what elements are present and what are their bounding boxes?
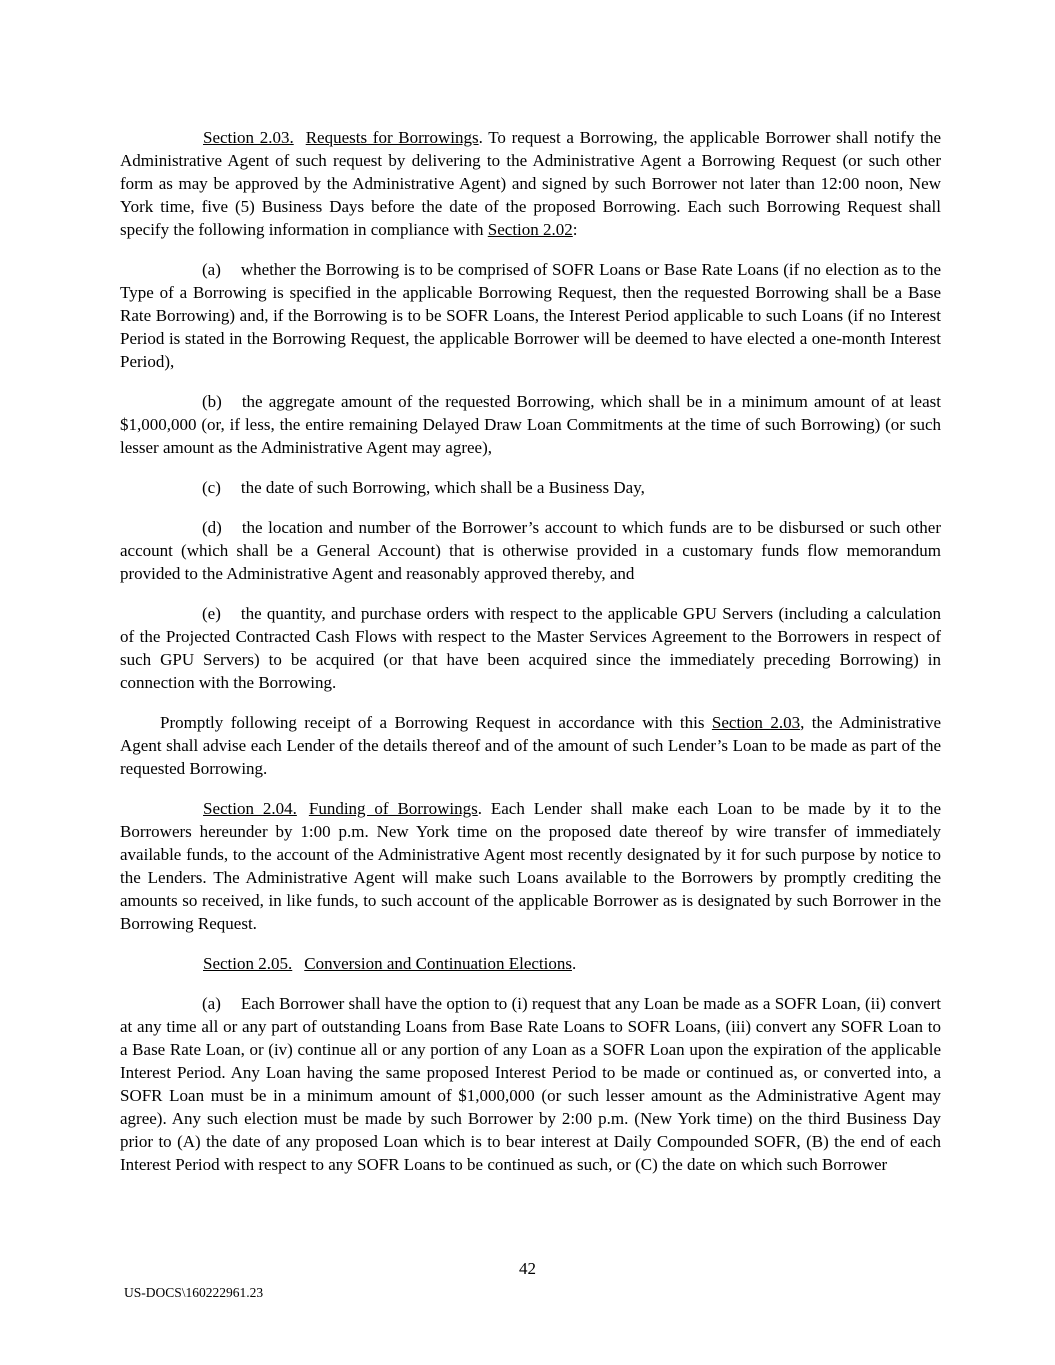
clause-label: (a) <box>202 260 221 279</box>
clause-c <box>120 476 941 499</box>
section-body-text: . Each Lender shall make each Loan to be made by it to the Borrowers hereunder by 1:00 p.m. New York time on the proposed date thereof by wire transfer of immediately available funds, to the account of the Administrative Agent most recently designated by it for such purpose by notice to the Lenders. The Administrative Agent will make such Loans available to the Borrowers by promptly crediting the amounts so received, in like funds, to such account of the applicable Borrower as is designated by such Borrower in the Borrowing Request. <box>120 799 941 933</box>
clause-e <box>120 602 941 694</box>
clause-text: Each Borrower shall have the option to (i) request that any Loan be made as a SOFR Loan, (ii) convert at any time all or any part of outstanding Loans from Base Rate Loans to SOFR Loans, (iii) convert any SOFR Loan to a Base Rate Loan, or (iv) continue all or any portion of any Loan as a SOFR Loan upon the expiration of the applicable Interest Period. Any Loan having the same proposed Interest Period to be made or continued as, or converted into, a SOFR Loan must be in a minimum amount of $1,000,000 (or such lesser amount as the Administrative Agent may agree). Any such election must be made by such Borrower by 2:00 p.m. (New York time) on the third Business Day prior to (A) the date of any proposed Loan which is to bear interest at Daily Compounded SOFR, (B) the end of each Interest Period with respect to any SOFR Loans to be continued as such, or (C) the date on which such Borrower <box>120 994 941 1174</box>
cross-reference: Section 2.03 <box>711 713 801 732</box>
section-number: Section 2.04. <box>203 799 297 818</box>
clause-label: (b) <box>202 392 222 411</box>
section-body-text: : <box>572 220 578 239</box>
clause-label: (c) <box>202 478 221 497</box>
clause-label: (d) <box>202 518 222 537</box>
clause-text: the location and number of the Borrower’s account to which funds are to be disbursed or such other account (which shall be a General Account) that is otherwise provided in a customary funds flow memorandum provided to the Administrative Agent and reasonably approved thereby, and <box>120 518 941 583</box>
clause-text: the quantity, and purchase orders with respect to the applicable GPU Servers (including a calculation of the Projected Contracted Cash Flows with respect to the Master Services Agreement to the Borrowers in respect of such GPU Servers) to be acquired (or that have been acquired since the immediately preceding Borrowing) in connection with the Borrowing. <box>120 604 941 692</box>
page-number: 42 <box>519 1259 536 1278</box>
paragraph-promptly-following <box>120 711 941 780</box>
section-title: Requests for Borrowings <box>305 128 479 147</box>
section-number: Section 2.03. <box>203 128 294 147</box>
section-title: Funding of Borrowings <box>308 799 478 818</box>
cross-reference: Section 2.02 <box>487 220 573 239</box>
document-body <box>120 126 941 1193</box>
clause-text: the aggregate amount of the requested Borrowing, which shall be in a minimum amount of at least $1,000,000 (or, if less, the entire remaining Delayed Draw Loan Commitments at the time of such Borrowing) (or such lesser amount as the Administrative Agent may agree), <box>120 392 941 457</box>
clause-label: (a) <box>202 994 221 1013</box>
section-number: Section 2.05. <box>203 954 293 973</box>
clause-text: the date of such Borrowing, which shall be a Business Day, <box>240 478 645 497</box>
section-body-text: . <box>571 954 577 973</box>
document-id-footer: US-DOCS\160222961.23 <box>124 1285 264 1300</box>
paragraph-section-2-03 <box>120 126 941 241</box>
section-body-text: . To request a Borrowing, the applicable Borrower shall notify the Administrative Agent of such request by delivering to the Administrative Agent a Borrowing Request (or such other form as may be approved by the Administrative Agent) and signed by such Borrower not later than 12:00 noon, New York time, five (5) Business Days before the date of the proposed Borrowing. Each such Borrowing Request shall specify the following information in compliance with <box>120 128 942 239</box>
clause-label: (e) <box>202 604 221 623</box>
paragraph-section-2-04 <box>120 797 941 935</box>
section-title: Conversion and Continuation Elections <box>304 954 572 973</box>
paragraph-text: , the Administrative Agent shall advise each Lender of the details thereof and of the amount of such Lender’s Loan to be made as part of the requested Borrowing. <box>120 713 941 778</box>
paragraph-section-2-05 <box>120 952 941 975</box>
clause-a <box>120 258 941 373</box>
clause-d <box>120 516 941 585</box>
clause-b <box>120 390 941 459</box>
clause-text: whether the Borrowing is to be comprised of SOFR Loans or Base Rate Loans (if no election as to the Type of a Borrowing is specified in the applicable Borrowing Request, then the requested Borrowing shall be a Base Rate Borrowing) and, if the Borrowing is to be SOFR Loans, the Interest Period applicable to such Loans (if no Interest Period is stated in the Borrowing Request, the applicable Borrower will be deemed to have elected a one-month Interest Period), <box>120 260 941 371</box>
paragraph-text: Promptly following receipt of a Borrowing Request in accordance with this <box>160 713 712 732</box>
clause-a-section-2-05 <box>120 992 941 1176</box>
